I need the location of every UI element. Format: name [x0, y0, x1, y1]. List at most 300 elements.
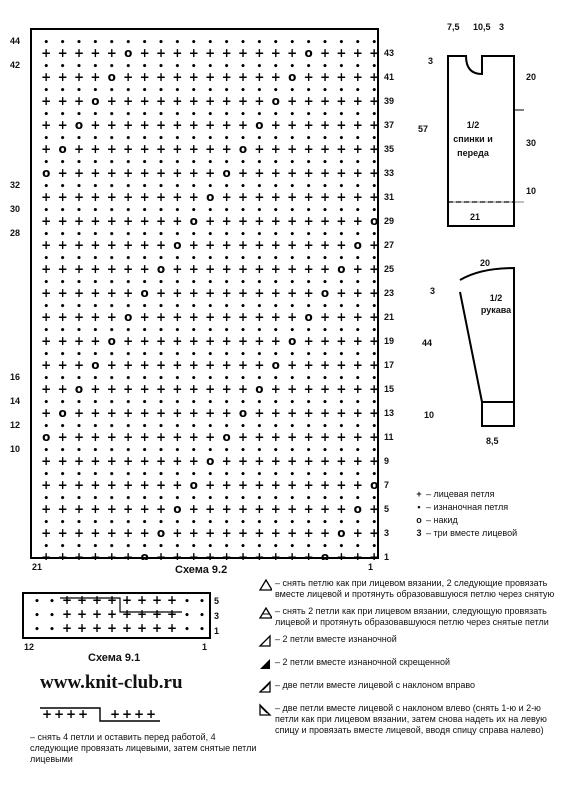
chart-cell: + [352, 118, 363, 132]
chart-cell: + [41, 310, 52, 324]
chart-cell: + [41, 94, 52, 108]
chart-cell: • [59, 86, 66, 96]
chart-cell: • [305, 374, 312, 384]
chart-cell: + [319, 142, 331, 156]
chart-cell: • [108, 446, 115, 456]
chart-cell: + [352, 430, 363, 444]
chart-cell: + [254, 46, 265, 60]
chart-cell: • [305, 86, 312, 96]
legend-text: – изнаночная петля [426, 502, 509, 512]
chart-cell: + [73, 430, 85, 444]
chart-cell: + [336, 430, 347, 444]
chart-cell: • [272, 542, 279, 552]
chart-cell: • [158, 302, 164, 312]
chart-cell: + [287, 190, 298, 204]
chart-cell: • [240, 470, 246, 480]
chart-cell: • [338, 230, 345, 240]
chart-cell: • [305, 278, 312, 288]
chart-cell: + [172, 430, 183, 444]
chart-cell: + [106, 550, 117, 560]
chart-cell: • [371, 158, 378, 168]
chart-cell: • [43, 230, 50, 240]
chart-cell: + [90, 286, 101, 300]
chart-cell: + [336, 70, 347, 84]
chart-cell: • [371, 206, 378, 216]
chart-cell: + [205, 238, 216, 252]
chart-cell: • [354, 110, 361, 120]
chart-cell: • [141, 398, 148, 408]
chart-cell: + [106, 118, 117, 132]
chart-cell: • [322, 302, 328, 312]
chart-cell: • [322, 278, 328, 288]
chart-cell: + [57, 238, 68, 252]
legend-text: – 2 петли вместе изнаночной скрещенной [275, 657, 451, 667]
chart-cell: + [57, 550, 68, 560]
chart-cell: + [188, 430, 199, 444]
chart-cell: • [240, 158, 246, 168]
chart-cell: • [338, 206, 345, 216]
legend-item [258, 657, 558, 674]
chart-cell: • [272, 230, 279, 240]
row-number: 28 [10, 228, 21, 238]
chart-cell: • [190, 350, 197, 360]
chart-cell: • [125, 470, 132, 480]
chart-cell: • [223, 230, 230, 240]
chart-cell: + [287, 430, 298, 444]
chart-cell: + [254, 166, 265, 180]
chart-cell: + [172, 406, 183, 420]
chart-cell: • [43, 158, 50, 168]
chart-cell: + [41, 286, 52, 300]
chart-cell: • [158, 62, 164, 72]
chart-cell: • [141, 134, 148, 144]
chart-cell: + [73, 358, 85, 372]
chart-cell: • [59, 206, 66, 216]
chart-cell: + [270, 238, 281, 252]
chart-cell: + [155, 214, 167, 228]
chart-cell: + [270, 46, 281, 60]
chart-cell: + [41, 142, 52, 156]
chart-cell: • [43, 494, 50, 504]
chart-cell: • [338, 38, 345, 48]
chart-cell: • [354, 38, 361, 48]
chart-cell: • [59, 422, 66, 432]
chart-cell: • [338, 470, 345, 480]
row-number: 27 [384, 240, 395, 250]
legend-text: – лицевая петля [426, 489, 495, 499]
chart-cell: + [303, 382, 314, 396]
chart-cell: • [174, 86, 181, 96]
chart-cell: o [304, 46, 313, 60]
chart-cell: + [73, 454, 85, 468]
chart-cell: + [287, 550, 298, 560]
chart-cell: + [270, 454, 281, 468]
chart-cell: • [158, 278, 164, 288]
chart-cell: • [322, 182, 328, 192]
sleeve-dim-8-5: 8,5 [486, 436, 499, 446]
chart-cell: • [59, 62, 66, 72]
chart-cell: + [221, 262, 232, 276]
chart-cell: • [190, 542, 197, 552]
chart-cell: + [123, 430, 134, 444]
chart-cell: • [174, 398, 181, 408]
chart-cell: + [254, 526, 265, 540]
chart-cell: o [58, 142, 67, 156]
chart-cell: • [371, 110, 378, 120]
chart-cell: + [270, 214, 281, 228]
chart-cell: • [207, 110, 214, 120]
chart-cell: + [155, 238, 167, 252]
legend-item [258, 634, 558, 651]
chart-cell: • [207, 206, 214, 216]
chart-cell: • [289, 86, 296, 96]
chart-cell: o [304, 310, 313, 324]
back-dim-10-5: 10,5 [473, 22, 491, 32]
chart-cell: • [207, 134, 214, 144]
chart-cell: + [57, 526, 68, 540]
chart-cell: • [207, 230, 214, 240]
chart-cell: • [76, 470, 82, 480]
chart-cell: + [139, 70, 150, 84]
chart-cell: • [158, 398, 164, 408]
chart-cell: • [289, 326, 296, 336]
chart-cell: + [57, 430, 68, 444]
back-dim-21: 21 [470, 212, 481, 222]
chart-cell: + [287, 238, 298, 252]
chart-cell: + [139, 334, 150, 348]
chart-cell: o [91, 94, 100, 108]
chart-cell: • [125, 446, 132, 456]
row-number: 44 [10, 36, 21, 46]
chart-cell: + [336, 166, 347, 180]
chart-cell: • [338, 494, 345, 504]
chart-cell: + [237, 286, 249, 300]
chart-cell: + [155, 406, 167, 420]
chart-cell: • [338, 374, 345, 384]
chart-cell: • [240, 350, 246, 360]
right-tri-icon [258, 634, 272, 651]
chart-cell: • [305, 446, 312, 456]
website-link[interactable]: www.knit-club.ru [40, 672, 183, 693]
chart-cell: • [354, 254, 361, 264]
chart-cell: + [106, 502, 117, 516]
chart-cell: • [158, 38, 164, 48]
chart-cell: • [141, 110, 148, 120]
chart-cell: + [270, 166, 281, 180]
chart-cell: + [287, 310, 298, 324]
chart-cell: + [90, 166, 101, 180]
chart-cell: • [141, 494, 148, 504]
chart-cell: • [108, 86, 115, 96]
chart-cell: • [158, 326, 164, 336]
chart-cell: • [289, 374, 296, 384]
chart-cell: + [139, 46, 150, 60]
legend-symbol: o [416, 515, 422, 525]
row-number: 15 [384, 384, 395, 394]
chart-cell: • [43, 374, 50, 384]
chart-cell: o [140, 286, 149, 300]
chart-cell: + [336, 286, 347, 300]
chart-cell: + [221, 310, 232, 324]
chart-cell: + [106, 166, 117, 180]
chart-cell: + [57, 262, 68, 276]
chart-cell: • [371, 134, 378, 144]
chart-cell: + [155, 382, 167, 396]
chart-cell: • [207, 254, 214, 264]
chart-cell: • [43, 38, 50, 48]
chart-cell: + [90, 190, 101, 204]
chart-cell: • [305, 134, 312, 144]
chart-9-1-cell: + [166, 621, 178, 635]
chart-cell: + [188, 118, 199, 132]
chart-cell: + [254, 454, 265, 468]
chart-cell: + [319, 382, 331, 396]
chart-cell: • [92, 38, 99, 48]
chart-cell: + [41, 550, 52, 560]
row-number: 23 [384, 288, 395, 298]
svg-text:+: + [66, 707, 77, 721]
chart-cell: + [270, 478, 281, 492]
chart-cell: + [106, 478, 117, 492]
chart-cell: o [156, 526, 166, 540]
chart-cell: + [139, 262, 150, 276]
chart-9-1-cell: + [91, 607, 103, 621]
chart-cell: o [173, 502, 182, 516]
chart-cell: + [221, 286, 232, 300]
chart-cell: • [174, 518, 181, 528]
chart-cell: • [322, 470, 328, 480]
chart-cell: + [123, 238, 134, 252]
chart-cell: + [155, 430, 167, 444]
chart-cell: • [59, 110, 66, 120]
chart-cell: + [139, 454, 150, 468]
chart-cell: + [221, 334, 232, 348]
chart-9-2-caption: Схема 9.2 [175, 564, 228, 576]
chart-cell: • [240, 182, 246, 192]
chart-cell: + [287, 262, 298, 276]
chart-cell: • [240, 518, 246, 528]
svg-text:+: + [78, 707, 89, 721]
chart-cell: • [190, 158, 197, 168]
chart-cell: • [289, 542, 296, 552]
chart-cell: • [338, 422, 345, 432]
chart-cell: • [240, 446, 246, 456]
chart-cell: + [188, 94, 199, 108]
chart-cell: • [272, 446, 279, 456]
chart-cell: • [125, 302, 132, 312]
chart-cell: • [207, 374, 214, 384]
chart-cell: + [254, 358, 265, 372]
chart-cell: + [172, 550, 183, 560]
chart-cell: + [106, 214, 117, 228]
chart-cell: • [354, 518, 361, 528]
chart-cell: • [141, 470, 148, 480]
chart-cell: • [125, 230, 132, 240]
chart-cell: • [240, 206, 246, 216]
sleeve-dim-3: 3 [430, 286, 436, 296]
chart-cell: • [322, 398, 328, 408]
chart-cell: + [155, 142, 167, 156]
chart-cell: • [289, 350, 296, 360]
chart-cell: • [76, 542, 82, 552]
chart-9-1-cell: + [91, 621, 103, 635]
row-number: 35 [384, 144, 395, 154]
chart-cell: + [172, 526, 183, 540]
chart-cell: • [125, 278, 132, 288]
chart-cell: + [57, 166, 68, 180]
chart-cell: + [369, 334, 380, 348]
chart-cell: • [43, 326, 50, 336]
chart-cell: • [125, 110, 132, 120]
chart-cell: • [272, 62, 279, 72]
chart-cell: + [254, 550, 265, 560]
chart-cell: • [174, 110, 181, 120]
chart-cell: + [319, 46, 331, 60]
chart-cell: + [336, 502, 347, 516]
chart-cell: + [57, 190, 68, 204]
chart-cell: + [303, 334, 314, 348]
cable-symbol-icon [40, 704, 180, 724]
chart-cell: + [303, 526, 314, 540]
chart-cell: • [322, 158, 328, 168]
chart-cell: • [174, 182, 181, 192]
chart-cell: + [172, 382, 183, 396]
chart-cell: • [190, 86, 197, 96]
chart-cell: + [287, 406, 298, 420]
chart-cell: o [288, 334, 297, 348]
chart-cell: • [207, 326, 214, 336]
chart-cell: • [207, 446, 214, 456]
chart-cell: • [322, 494, 328, 504]
chart-cell: + [319, 526, 331, 540]
chart-cell: • [108, 374, 115, 384]
chart-cell: + [319, 430, 331, 444]
chart-cell: + [270, 262, 281, 276]
chart-cell: • [76, 278, 82, 288]
chart-cell: + [303, 142, 314, 156]
chart-cell: • [141, 182, 148, 192]
row-number: 1 [384, 552, 390, 562]
chart-cell: • [190, 494, 197, 504]
chart-cell: + [73, 478, 85, 492]
chart-cell: + [352, 478, 363, 492]
chart-cell: • [223, 62, 230, 72]
chart-cell: + [270, 334, 281, 348]
chart-9-1-cell: + [61, 593, 73, 607]
chart-cell: + [336, 406, 347, 420]
chart-cell: + [237, 94, 249, 108]
chart-cell: • [108, 158, 115, 168]
schematic-sleeve [440, 258, 560, 458]
chart-cell: • [338, 158, 345, 168]
chart-cell: + [205, 286, 216, 300]
chart-cell: + [237, 430, 249, 444]
chart-9-1-cell: • [34, 597, 40, 607]
chart-cell: • [240, 134, 246, 144]
chart-cell: • [174, 158, 181, 168]
chart-9-1-cell: • [49, 625, 55, 635]
chart-cell: o [288, 70, 297, 84]
chart-cell: + [287, 478, 298, 492]
chart-cell: • [322, 446, 328, 456]
chart-cell: + [221, 526, 232, 540]
chart-cell: • [125, 518, 132, 528]
chart-cell: • [322, 542, 328, 552]
chart-cell: • [141, 278, 148, 288]
chart-cell: • [92, 206, 99, 216]
chart-cell: • [76, 446, 82, 456]
chart-cell: • [141, 86, 148, 96]
legend-symbol: 3 [416, 528, 422, 538]
chart-cell: • [158, 158, 164, 168]
chart-cell: • [305, 254, 312, 264]
chart-cell: + [106, 238, 117, 252]
chart-cell: + [57, 454, 68, 468]
svg-text:+: + [146, 707, 157, 721]
chart-cell: + [205, 526, 216, 540]
chart-cell: + [155, 358, 167, 372]
chart-cell: • [256, 518, 263, 528]
chart-cell: • [43, 86, 50, 96]
chart-cell: + [287, 214, 298, 228]
chart-cell: + [303, 238, 314, 252]
chart-cell: + [172, 454, 183, 468]
chart-cell: • [223, 494, 230, 504]
chart-cell: + [172, 94, 183, 108]
chart-9-1-cell: • [199, 625, 205, 635]
chart-cell: + [57, 334, 68, 348]
chart-9-1-caption: Схема 9.1 [88, 652, 141, 664]
chart-cell: o [156, 262, 166, 276]
chart-cell: • [289, 62, 296, 72]
chart-cell: • [272, 398, 279, 408]
chart-cell: + [336, 94, 347, 108]
chart-cell: • [108, 494, 115, 504]
legend-item [258, 703, 558, 736]
chart-cell: + [221, 214, 232, 228]
chart-cell: • [207, 518, 214, 528]
chart-cell: o [320, 550, 330, 560]
chart-cell: + [270, 190, 281, 204]
svg-text:+: + [134, 707, 145, 721]
chart-cell: • [322, 230, 328, 240]
chart-cell: • [92, 302, 99, 312]
chart-cell: • [125, 350, 132, 360]
chart-cell: • [223, 86, 230, 96]
row-number: 13 [384, 408, 395, 418]
chart-cell: + [352, 310, 363, 324]
legend-text: – снять 2 петли как при лицевом вязании, следующую провязать лицевой и протянуть образовавшуюся петлю через снятые петли [275, 606, 549, 627]
chart-cell: • [207, 350, 214, 360]
chart-cell: + [205, 310, 216, 324]
chart-cell: • [371, 422, 378, 432]
chart-cell: • [371, 302, 378, 312]
chart-cell: • [59, 38, 66, 48]
chart-cell: + [369, 454, 380, 468]
chart-cell: • [305, 230, 312, 240]
chart-cell: • [223, 446, 230, 456]
chart-cell: + [369, 70, 380, 84]
chart-cell: • [322, 518, 328, 528]
svg-text:+: + [122, 707, 133, 721]
legend-basic [412, 488, 562, 540]
chart-cell: • [338, 110, 345, 120]
chart-cell: • [223, 326, 230, 336]
chart-cell: • [141, 38, 148, 48]
chart-cell: • [174, 494, 181, 504]
back-dim-10: 10 [526, 186, 537, 196]
chart-cell: • [223, 422, 230, 432]
